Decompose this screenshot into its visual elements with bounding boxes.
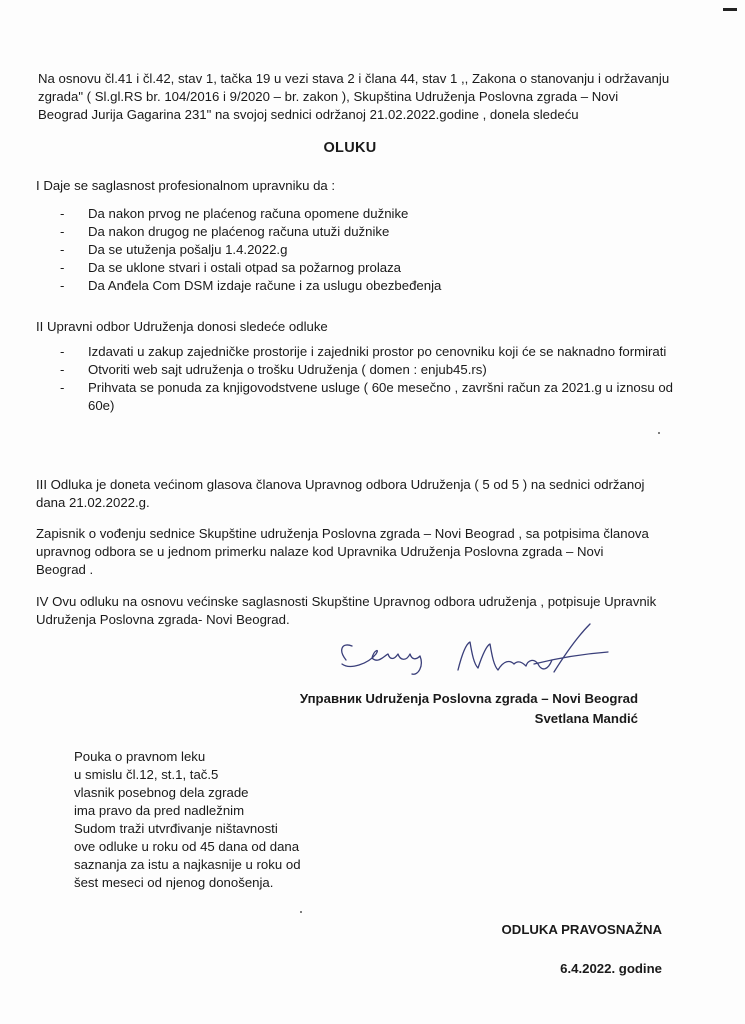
list-item: - Otvoriti web sajt udruženja o trošku Udruženja ( domen : enjub45.rs) <box>60 361 680 379</box>
finality-label: ODLUKA PRAVOSNAŽNA <box>501 922 662 937</box>
list-item: - Da se uklone stvari i ostali otpad sa požarnog prolaza <box>60 259 660 277</box>
legal-notice-line: šest meseci od njenog donošenja. <box>74 875 274 890</box>
section-2-list <box>60 343 680 415</box>
list-item: - Da Anđela Com DSM izdaje račune i za uslugu obezbeđenja <box>60 277 660 295</box>
legal-notice-line: u smislu čl.12, st.1, tač.5 <box>74 767 219 782</box>
list-item: - Da se utuženja pošalju 1.4.2022.g <box>60 241 660 259</box>
signatory-role: Управник Udruženja Poslovna zgrada – Novi Beograd <box>299 691 638 706</box>
section-3-paragraph: III Odluka je doneta većinom glasova članova Upravnog odbora Udruženja ( 5 od 5 ) na sednici održanoj dana 21.02.2022.g. <box>36 477 645 510</box>
scan-speck <box>300 911 302 913</box>
finality-date: 6.4.2022. godine <box>560 961 662 976</box>
section-4-paragraph: IV Ovu odluku na osnovu većinske saglasnosti Skupštine Upravnog odbora udruženja , potpisuje Upravnik Udruženja Poslovna zgrada- Novi Beograd. <box>36 594 657 627</box>
minutes-paragraph: Zapisnik o vođenju sednice Skupštine udruženja Poslovna zgrada – Novi Beograd , sa potpisima članova upravnog odbora se u jednom primerku nalaze kod Upravnika Udruženja Poslovna zgrada – Novi Beograd . <box>36 526 649 577</box>
intro-paragraph: Na osnovu čl.41 i čl.42, stav 1, tačka 19 u vezi stava 2 i člana 44, stav 1 ,, Zakona o stanovanju i održavanju zgrada" ( Sl.gl.RS br. 104/2016 i 9/2020 – br. zakon ), Skupština Udruženja Poslovna zgrada – Novi Beograd Jurija Gagarina 231" na svojoj sednici održanoj 21.02.2022.godine , donela sledeću <box>38 71 670 122</box>
handwritten-signature <box>328 620 618 690</box>
legal-notice-line: Sudom traži utvrđivanje ništavnosti <box>74 821 278 836</box>
scan-speck <box>658 432 660 434</box>
legal-notice-line: vlasnik posebnog dela zgrade <box>74 785 249 800</box>
list-item: - Izdavati u zakup zajedničke prostorije i zajedniki prostor po cenovniku koji će se naknadno formirati <box>60 343 680 361</box>
scan-edge-mark <box>723 8 737 11</box>
legal-notice-line: ove odluke u roku od 45 dana od dana <box>74 839 300 854</box>
signatory-name: Svetlana Mandić <box>534 711 638 726</box>
list-item: - Da nakon prvog ne plaćenog računa opomene dužnike <box>60 205 660 223</box>
section-2-heading: II Upravni odbor Udruženja donosi sledeće odluke <box>36 319 328 334</box>
section-1-list <box>60 205 660 295</box>
legal-notice-line: ima pravo da pred nadležnim <box>74 803 245 818</box>
legal-notice-line: Pouka o pravnom leku <box>74 749 206 764</box>
legal-notice-line: saznanja za istu a najkasnije u roku od <box>74 857 301 872</box>
section-1-heading: I Daje se saglasnost profesionalnom upravniku da : <box>36 178 336 193</box>
list-item: - Da nakon drugog ne plaćenog računa utuži dužnike <box>60 223 660 241</box>
document-title: OLUKU <box>323 140 377 156</box>
legal-notice <box>74 748 374 892</box>
list-item: - Prihvata se ponuda za knjigovodstvene usluge ( 60e mesečno , završni račun za 2021.g u iznosu od 60e) <box>60 379 680 415</box>
